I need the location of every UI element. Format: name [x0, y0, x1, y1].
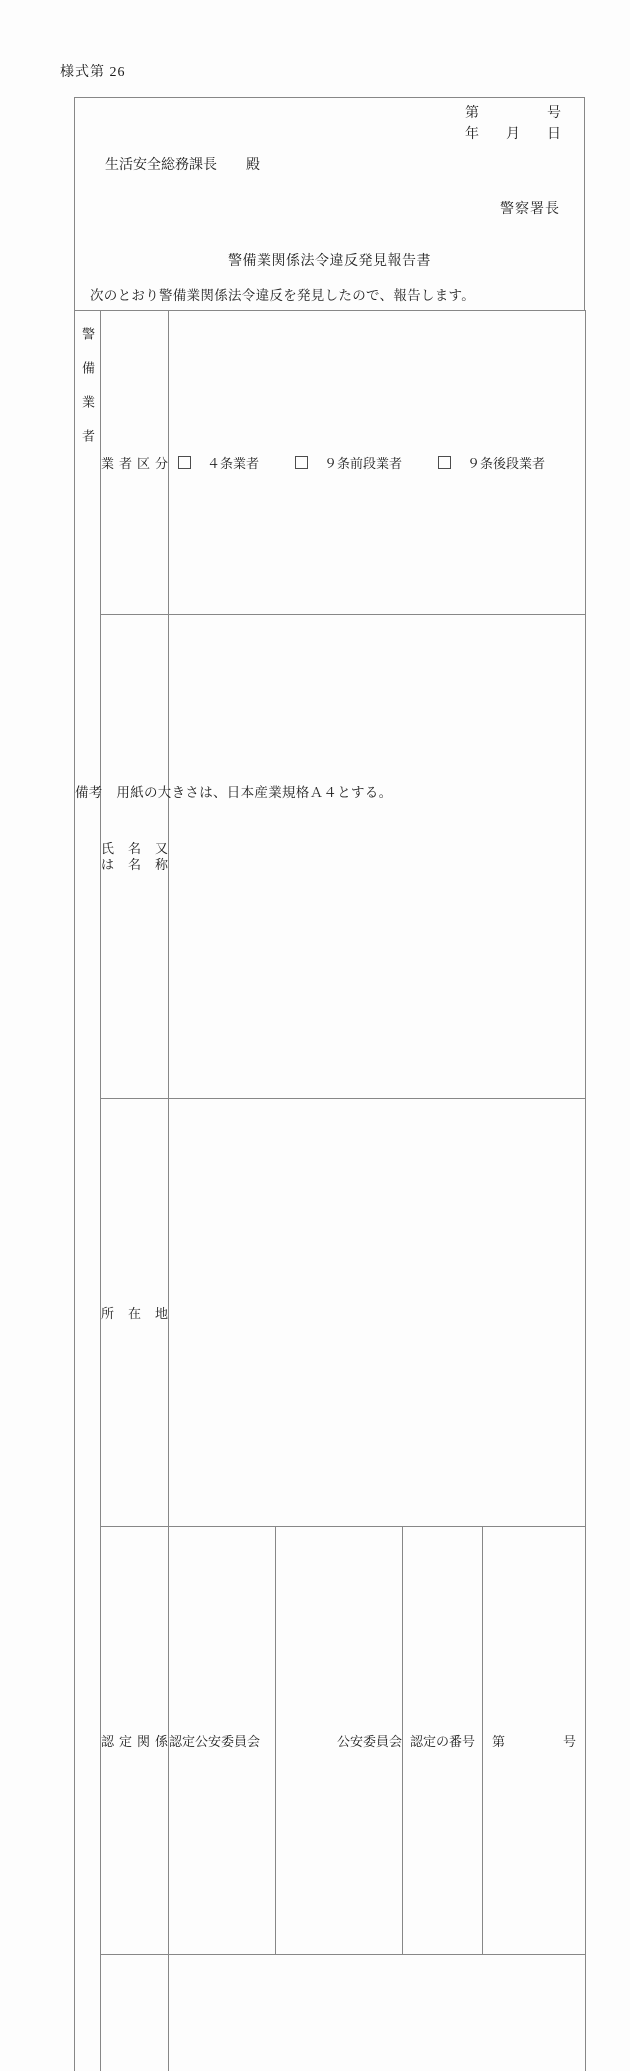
cert-number-prefix: 第	[492, 1731, 505, 1750]
intro-sentence: 次のとおり警備業関係法令違反を発見したので、報告します。	[90, 284, 475, 304]
certification-label: 認定関係	[101, 1527, 169, 1955]
address-value-cell[interactable]	[169, 1099, 586, 1527]
addressee-title: 生活安全総務課長	[105, 154, 217, 174]
form-header	[74, 97, 585, 310]
group-label: 警備業者	[78, 311, 97, 2071]
option-article9-second-label: ９条後段業者	[467, 453, 545, 472]
document-number-line[interactable]	[465, 102, 561, 122]
report-table	[74, 310, 586, 2071]
remarks-note: 備考 用紙の大きさは、日本産業規格Ａ４とする。	[75, 781, 392, 801]
option-article4	[178, 453, 259, 472]
commission-suffix-label: 公安委員会	[337, 1734, 402, 1749]
row-category	[75, 311, 586, 615]
name-label-line2: は名称	[101, 857, 168, 873]
name-label-line1: 氏名又	[101, 841, 168, 857]
checkbox-article9-second[interactable]	[438, 456, 451, 469]
date-year-label: 年	[465, 123, 479, 143]
checkbox-article4[interactable]	[178, 456, 191, 469]
option-article4-label: ４条業者	[207, 453, 259, 472]
date-month-label: 月	[506, 123, 520, 143]
addressee-honorific: 殿	[246, 154, 260, 174]
form-number: 様式第 26	[60, 61, 126, 81]
option-article9-first	[295, 453, 402, 472]
row-name	[75, 615, 586, 1099]
group-label-cell	[75, 311, 101, 2071]
name-value-cell[interactable]	[169, 615, 586, 1099]
sender-title: 警察署長	[500, 198, 560, 218]
category-label: 業者区分	[101, 311, 169, 615]
report-form-page	[0, 0, 630, 903]
row-violation-history	[75, 1955, 586, 2071]
document-number-prefix: 第	[465, 102, 479, 122]
option-article9-first-label: ９条前段業者	[324, 453, 402, 472]
name-label	[101, 615, 169, 1099]
cert-number-suffix: 号	[563, 1731, 576, 1750]
date-day-label: 日	[547, 123, 561, 143]
row-address	[75, 1099, 586, 1527]
cert-number-cell[interactable]	[483, 1527, 586, 1955]
form-frame	[74, 97, 585, 2071]
checkbox-article9-first[interactable]	[295, 456, 308, 469]
document-date-line[interactable]	[465, 123, 561, 143]
address-label: 所在地	[101, 1099, 169, 1527]
document-number-suffix: 号	[547, 102, 561, 122]
commission-suffix-cell[interactable]	[276, 1527, 403, 1955]
cert-commission-label: 認定公安委員会	[169, 1527, 276, 1955]
row-certification	[75, 1527, 586, 1955]
addressee-line	[105, 154, 260, 174]
category-options-cell	[169, 311, 586, 615]
violation-history-value-cell[interactable]	[169, 1955, 586, 2071]
option-article9-second	[438, 453, 545, 472]
cert-number-label: 認定の番号	[403, 1527, 483, 1955]
document-title: 警備業関係法令違反発見報告書	[75, 250, 584, 270]
violation-history-label	[101, 1955, 169, 2071]
